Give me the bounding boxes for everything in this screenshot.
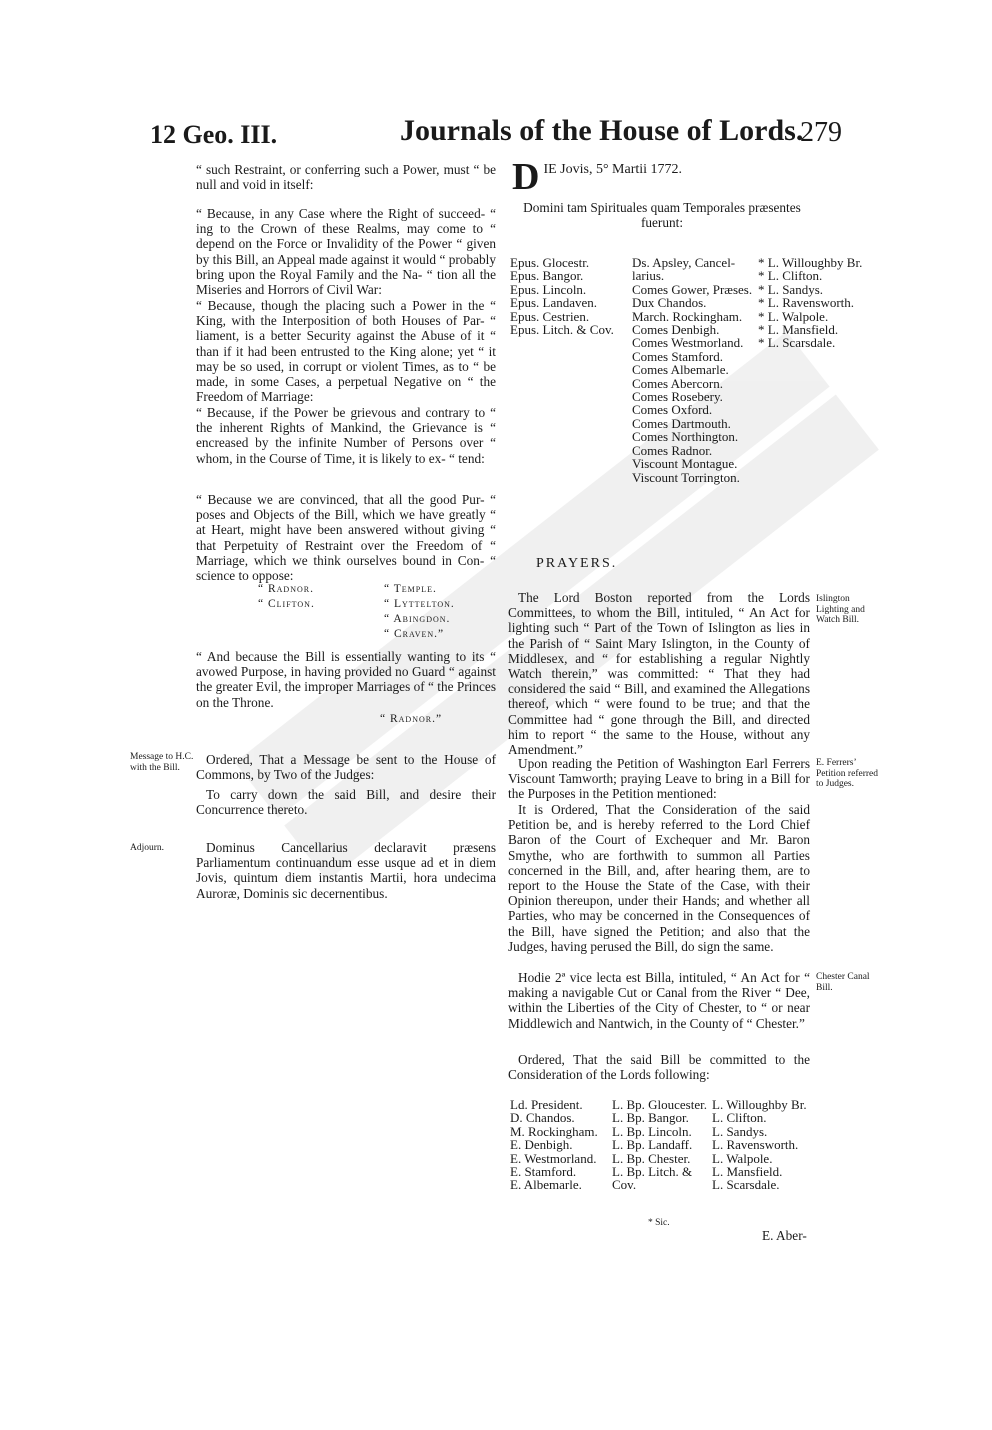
carry-down-text: To carry down the said Bill, and desire their Concurrence thereto.	[196, 787, 496, 818]
list-item: * L. Willoughby Br.	[758, 255, 863, 270]
list-item: Comes Stamford.	[632, 348, 723, 364]
list-item: * L. Scarsdale.	[758, 335, 836, 351]
ordered-committee: Ordered, That the said Bill be committed to the Consideration of the Lords following:	[508, 1052, 810, 1083]
signatures-right	[384, 582, 455, 642]
margin-note-ferrers: E. Ferrers’ Petition referred to Judges.	[816, 758, 878, 789]
list-item: E. Stamford.	[510, 1164, 577, 1180]
date-line	[512, 156, 812, 198]
list-item: L. Scarsdale.	[712, 1177, 780, 1193]
list-item: L. Bp. Landaff.	[612, 1137, 693, 1153]
list-item: Ds. Apsley, Cancel-	[632, 255, 736, 270]
list-item: E. Albemarle.	[510, 1177, 582, 1193]
signatures-left	[258, 582, 315, 612]
margin-note-islington: Islington Lighting and Watch Bill.	[816, 594, 865, 625]
list-item: L. Ravensworth.	[712, 1137, 799, 1153]
signature: “ Radnor.	[258, 583, 314, 595]
list-item: Comes Northington.	[632, 429, 739, 445]
list-item: Viscount Montague.	[632, 456, 738, 472]
protest-p1: “ such Restraint, or conferring such a Power, must “ be null and void in itself:	[196, 162, 496, 193]
list-item: Viscount Torrington.	[632, 469, 740, 485]
list-item: * L. Sandys.	[758, 281, 823, 297]
list-item: L. Bp. Gloucester.	[612, 1097, 707, 1112]
committee-col-1	[510, 1098, 598, 1192]
list-item: Comes Westmorland.	[632, 335, 744, 351]
list-item: E. Westmorland.	[510, 1150, 597, 1166]
list-item: D. Chandos.	[510, 1110, 575, 1126]
page-number: 279	[800, 117, 842, 148]
protest-p4: “ Because, if the Power be grievous and contrary to “ the inherent Rights of Mankind, the Grievance is “ encreased by the infinite Number of Persons over “ whom, in the Course of Time, it is likely to ex- “ tend:	[196, 405, 496, 466]
signature: “ Craven.”	[384, 628, 445, 640]
list-item: L. Bp. Lincoln.	[612, 1123, 692, 1139]
signature: “ Lyttelton.	[384, 598, 455, 610]
boston-report: The Lord Boston reported from the Lords Committees, to whom the Bill, intituled, “ An Act for lighting such “ Part of the Town of Islington as lies in the Parish of “ Saint Mary Islington, in the County of Middlesex, and “ for establishing a regular Nightly Watch therein,” was committed: “ That they had considered the said “ Bill, and examined the Allegations thereof, which “ were found to be true; and that the Committee had “ gone through the Bill, and directed him to report “ the same to the House, without any Amendment.”	[508, 590, 810, 758]
catchword: E. Aber-	[762, 1228, 807, 1243]
list-item: Epus. Cestrien.	[510, 308, 590, 324]
margin-note-adjourn: Adjourn.	[130, 843, 165, 853]
domini-line: Domini tam Spirituales quam Temporales præsentes fuerunt:	[523, 200, 801, 231]
list-item: larius.	[632, 268, 665, 284]
date-text: IE Jovis, 5° Martii 1772.	[543, 162, 683, 177]
list-item: Cov.	[612, 1177, 637, 1193]
list-item: * L. Ravensworth.	[758, 295, 855, 311]
signature: “ Abingdon.	[384, 613, 451, 625]
list-item: E. Denbigh.	[510, 1137, 573, 1153]
list-item: L. Bp. Chester.	[612, 1150, 691, 1166]
list-item: * L. Clifton.	[758, 268, 823, 284]
list-item: M. Rockingham.	[510, 1123, 598, 1139]
date-drop-cap: D	[512, 156, 540, 198]
list-item: Epus. Landaven.	[510, 295, 598, 311]
ferrers-ordered: It is Ordered, That the Consideration of the said Petition be, and is hereby referred to the Lord Chief Baron of the Court of Exchequer and Mr. Baron Smythe, who are forthwith to summon all Parties concerned in the Bill, and, after hearing them, are to report to the House the State of the Case, with their Opinion thereupon, under their Hands; and whether all Parties, who may be concerned in the Consequences of the Bill, have signed the Petition; and also that the Judges, having perused the Bill, do sign the same.	[508, 802, 810, 954]
list-item: Epus. Lincoln.	[510, 281, 587, 297]
list-item: Epus. Bangor.	[510, 268, 584, 284]
protest-p3: “ Because, though the placing such a Power in the “ King, with the Interposition of both Houses of Par- “ liament, is a better Security against the Abuse of it “ than if it had been entrusted to the King alone; yet “ it may be so used, in corrupt or violent Times, as to “ be made, in some Cases, a perpetual Negative on “ the Freedom of Marriage:	[196, 298, 496, 405]
committee-col-2	[612, 1098, 707, 1192]
protest-p5: “ Because we are convinced, that all the good Pur- “ poses and Objects of the Bill, which we have greatly “ at Heart, might have been answered without giving “ that Perpetuity of Restraint over the Freedom of “ Marriage, which we think ourselves bound in Con- “ science to oppose:	[196, 492, 496, 584]
list-item: L. Bp. Litch. &	[612, 1164, 693, 1180]
attendance-bishops	[510, 256, 614, 336]
signature-radnor: “ Radnor.”	[380, 713, 443, 725]
margin-note-message: Message to H.C. with the Bill.	[130, 752, 194, 773]
running-head-left: 12 Geo. III.	[150, 120, 278, 149]
list-item: L. Clifton.	[712, 1110, 767, 1126]
ordered-message: Ordered, That a Message be sent to the House of Commons, by Two of the Judges:	[196, 752, 496, 783]
attendance-peers	[632, 256, 752, 484]
signature: “ Temple.	[384, 583, 437, 595]
adjournment-text: Dominus Cancellarius declaravit præsens Parliamentum continuandum esse usque ad et in diem Jovis, quintum diem instantis Martii, hora undecima Auroræ, Dominis sic decernentibus.	[196, 840, 496, 901]
list-item: L. Bp. Bangor.	[612, 1110, 689, 1126]
list-item: Comes Gower, Præses.	[632, 281, 753, 297]
list-item: Epus. Glocestr.	[510, 255, 590, 270]
list-item: L. Walpole.	[712, 1150, 773, 1166]
list-item: L. Mansfield.	[712, 1164, 783, 1180]
running-head-title: Journals of the House of Lords.	[400, 114, 804, 147]
list-item: * L. Walpole.	[758, 308, 829, 324]
list-item: Comes Denbigh.	[632, 322, 720, 338]
ferrers-petition: Upon reading the Petition of Washington Earl Ferrers Viscount Tamworth; praying Leave to bring in a Bill for the Purposes in the Petition mentioned:	[508, 756, 810, 802]
list-item: Comes Abercorn.	[632, 375, 723, 391]
signature: “ Clifton.	[258, 598, 315, 610]
list-item: L. Sandys.	[712, 1123, 768, 1139]
list-item: Ld. President.	[510, 1097, 583, 1112]
list-item: Comes Dartmouth.	[632, 415, 731, 431]
footnote: * Sic.	[648, 1218, 670, 1228]
list-item: Comes Albemarle.	[632, 362, 729, 378]
list-item: L. Willoughby Br.	[712, 1097, 807, 1112]
list-item: Comes Radnor.	[632, 442, 713, 458]
list-item: Comes Rosebery.	[632, 389, 723, 405]
list-item: March. Rockingham.	[632, 308, 743, 324]
protest-p6: “ And because the Bill is essentially wanting to its “ avowed Purpose, in having provided no Guard “ against the greater Evil, the improper Marriages of “ the Princes on the Throne.	[196, 649, 496, 710]
protest-p2: “ Because, in any Case where the Right of succeed- “ ing to the Crown of these Realms, may come to “ depend on the Force or Invalidity of the Power “ given by this Bill, an Appeal made against it would “ probably bring upon the Royal Family and the Na- “ tion all the Miseries and Horrors of Civil War:	[196, 206, 496, 298]
list-item: Comes Oxford.	[632, 402, 713, 418]
chester-bill-reading: Hodie 2ª vice lecta est Billa, intituled, “ An Act for “ making a navigable Cut or Canal from the River “ Dee, within the Liberties of the City of Chester, to “ or near Middlewich and Nantwich, in the County of “ Chester.”	[508, 970, 810, 1031]
margin-note-chester: Chester Canal Bill.	[816, 972, 870, 993]
list-item: Epus. Litch. & Cov.	[510, 322, 614, 338]
prayers-heading: PRAYERS.	[536, 556, 618, 571]
committee-col-3	[712, 1098, 807, 1192]
attendance-barons	[758, 256, 862, 350]
list-item: Dux Chandos.	[632, 295, 707, 311]
list-item: * L. Mansfield.	[758, 322, 839, 338]
